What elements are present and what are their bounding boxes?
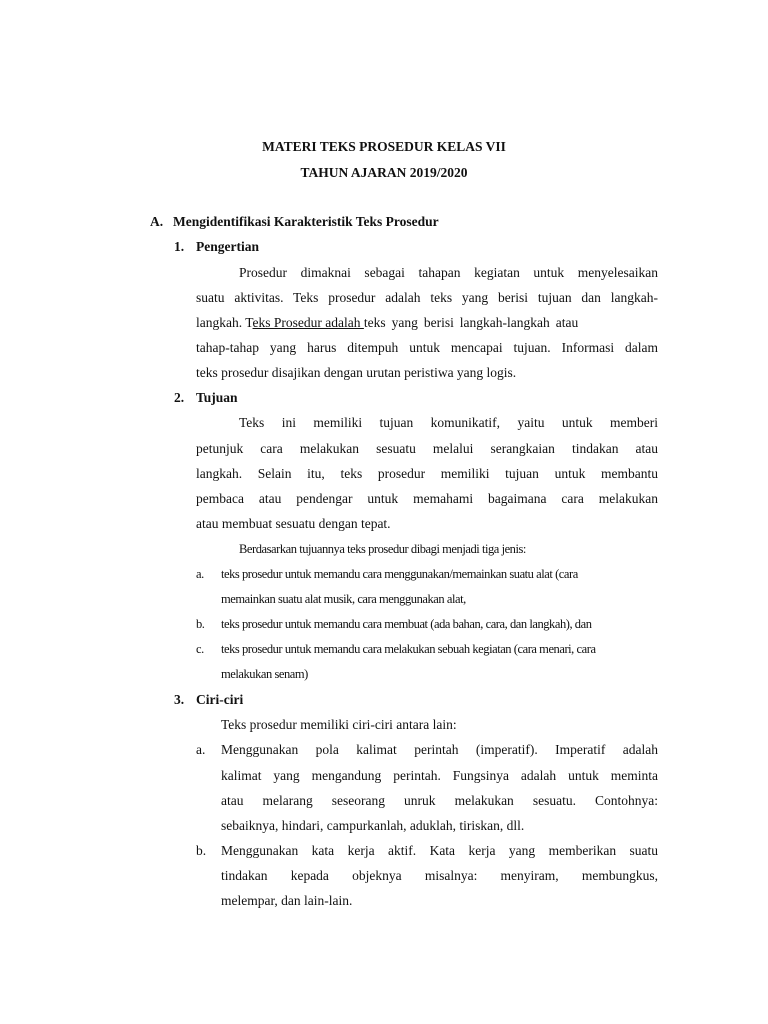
- ciri-b-marker: b.: [196, 843, 207, 858]
- ciri-marker: 3.: [174, 692, 185, 707]
- ciri-a-line-3: atau melarang seseorang unruk melakukan sesuatu. Contohnya:: [221, 793, 658, 808]
- pengertian-line-3: [196, 315, 658, 331]
- jenis-c-line-1: teks prosedur untuk memandu cara melakukan sebuah kegiatan (cara menari, cara: [221, 642, 596, 656]
- ciri-a-line-1: Menggunakan pola kalimat perintah (imperatif). Imperatif adalah: [221, 742, 658, 757]
- tujuan-line-1: Teks ini memiliki tujuan komunikatif, yaitu untuk memberi: [239, 415, 658, 430]
- tujuan-line-2: petunjuk cara melakukan sesuatu melalui serangkaian tindakan atau: [196, 441, 658, 456]
- jenis-c-line-2: melakukan senam): [221, 667, 308, 681]
- underlined-phrase: eks Prosedur adalah: [252, 315, 364, 330]
- pengertian-line-4: tahap-tahap yang harus ditempuh untuk mencapai tujuan. Informasi dalam: [196, 340, 658, 355]
- tujuan-heading: Tujuan: [196, 390, 238, 405]
- pengertian-heading: Pengertian: [196, 239, 259, 254]
- tujuan-line-3: langkah. Selain itu, teks prosedur memiliki tujuan untuk membantu: [196, 466, 658, 481]
- jenis-b-line-1: teks prosedur untuk memandu cara membuat (ada bahan, cara, dan langkah), dan: [221, 617, 592, 631]
- pengertian-marker: 1.: [174, 239, 185, 254]
- jenis-a-marker: a.: [196, 567, 204, 581]
- pengertian-line-3-end: teks yang berisi langkah-langkah atau: [363, 315, 579, 330]
- document-title: MATERI TEKS PROSEDUR KELAS VII: [262, 139, 506, 154]
- pengertian-line-5: teks prosedur disajikan dengan urutan peristiwa yang logis.: [196, 365, 517, 380]
- tujuan-line-4: pembaca atau pendengar untuk memahami bagaimana cara melakukan: [196, 491, 658, 506]
- section-a-marker: A.: [150, 214, 164, 229]
- pengertian-line-3-start: langkah. T: [196, 315, 253, 330]
- ciri-a-marker: a.: [196, 742, 206, 757]
- pengertian-line-2: suatu aktivitas. Teks prosedur adalah teks yang berisi tujuan dan langkah-: [196, 290, 658, 305]
- ciri-b-line-1: Menggunakan kata kerja aktif. Kata kerja yang memberikan suatu: [221, 843, 658, 858]
- ciri-a-line-4: sebaiknya, hindari, campurkanlah, aduklah, tiriskan, dll.: [221, 818, 525, 833]
- ciri-b-line-2: tindakan kepada objeknya misalnya: menyiram, membungkus,: [221, 868, 658, 883]
- tujuan-marker: 2.: [174, 390, 185, 405]
- jenis-b-marker: b.: [196, 617, 205, 631]
- document-subtitle: TAHUN AJARAN 2019/2020: [300, 165, 468, 180]
- ciri-heading: Ciri-ciri: [196, 692, 244, 707]
- jenis-a-line-2: memainkan suatu alat musik, cara menggunakan alat,: [221, 592, 466, 606]
- ciri-intro: Teks prosedur memiliki ciri-ciri antara lain:: [221, 717, 457, 732]
- tujuan-line-5: atau membuat sesuatu dengan tepat.: [196, 516, 391, 531]
- jenis-intro: Berdasarkan tujuannya teks prosedur dibagi menjadi tiga jenis:: [239, 542, 526, 556]
- section-a-heading: Mengidentifikasi Karakteristik Teks Prosedur: [173, 214, 439, 229]
- jenis-c-marker: c.: [196, 642, 204, 656]
- ciri-a-line-2: kalimat yang mengandung perintah. Fungsinya adalah untuk meminta: [221, 768, 658, 783]
- jenis-a-line-1: teks prosedur untuk memandu cara menggunakan/memainkan suatu alat (cara: [221, 567, 578, 581]
- ciri-b-line-3: melempar, dan lain-lain.: [221, 893, 353, 908]
- pengertian-line-1: Prosedur dimaknai sebagai tahapan kegiatan untuk menyelesaikan: [239, 265, 658, 280]
